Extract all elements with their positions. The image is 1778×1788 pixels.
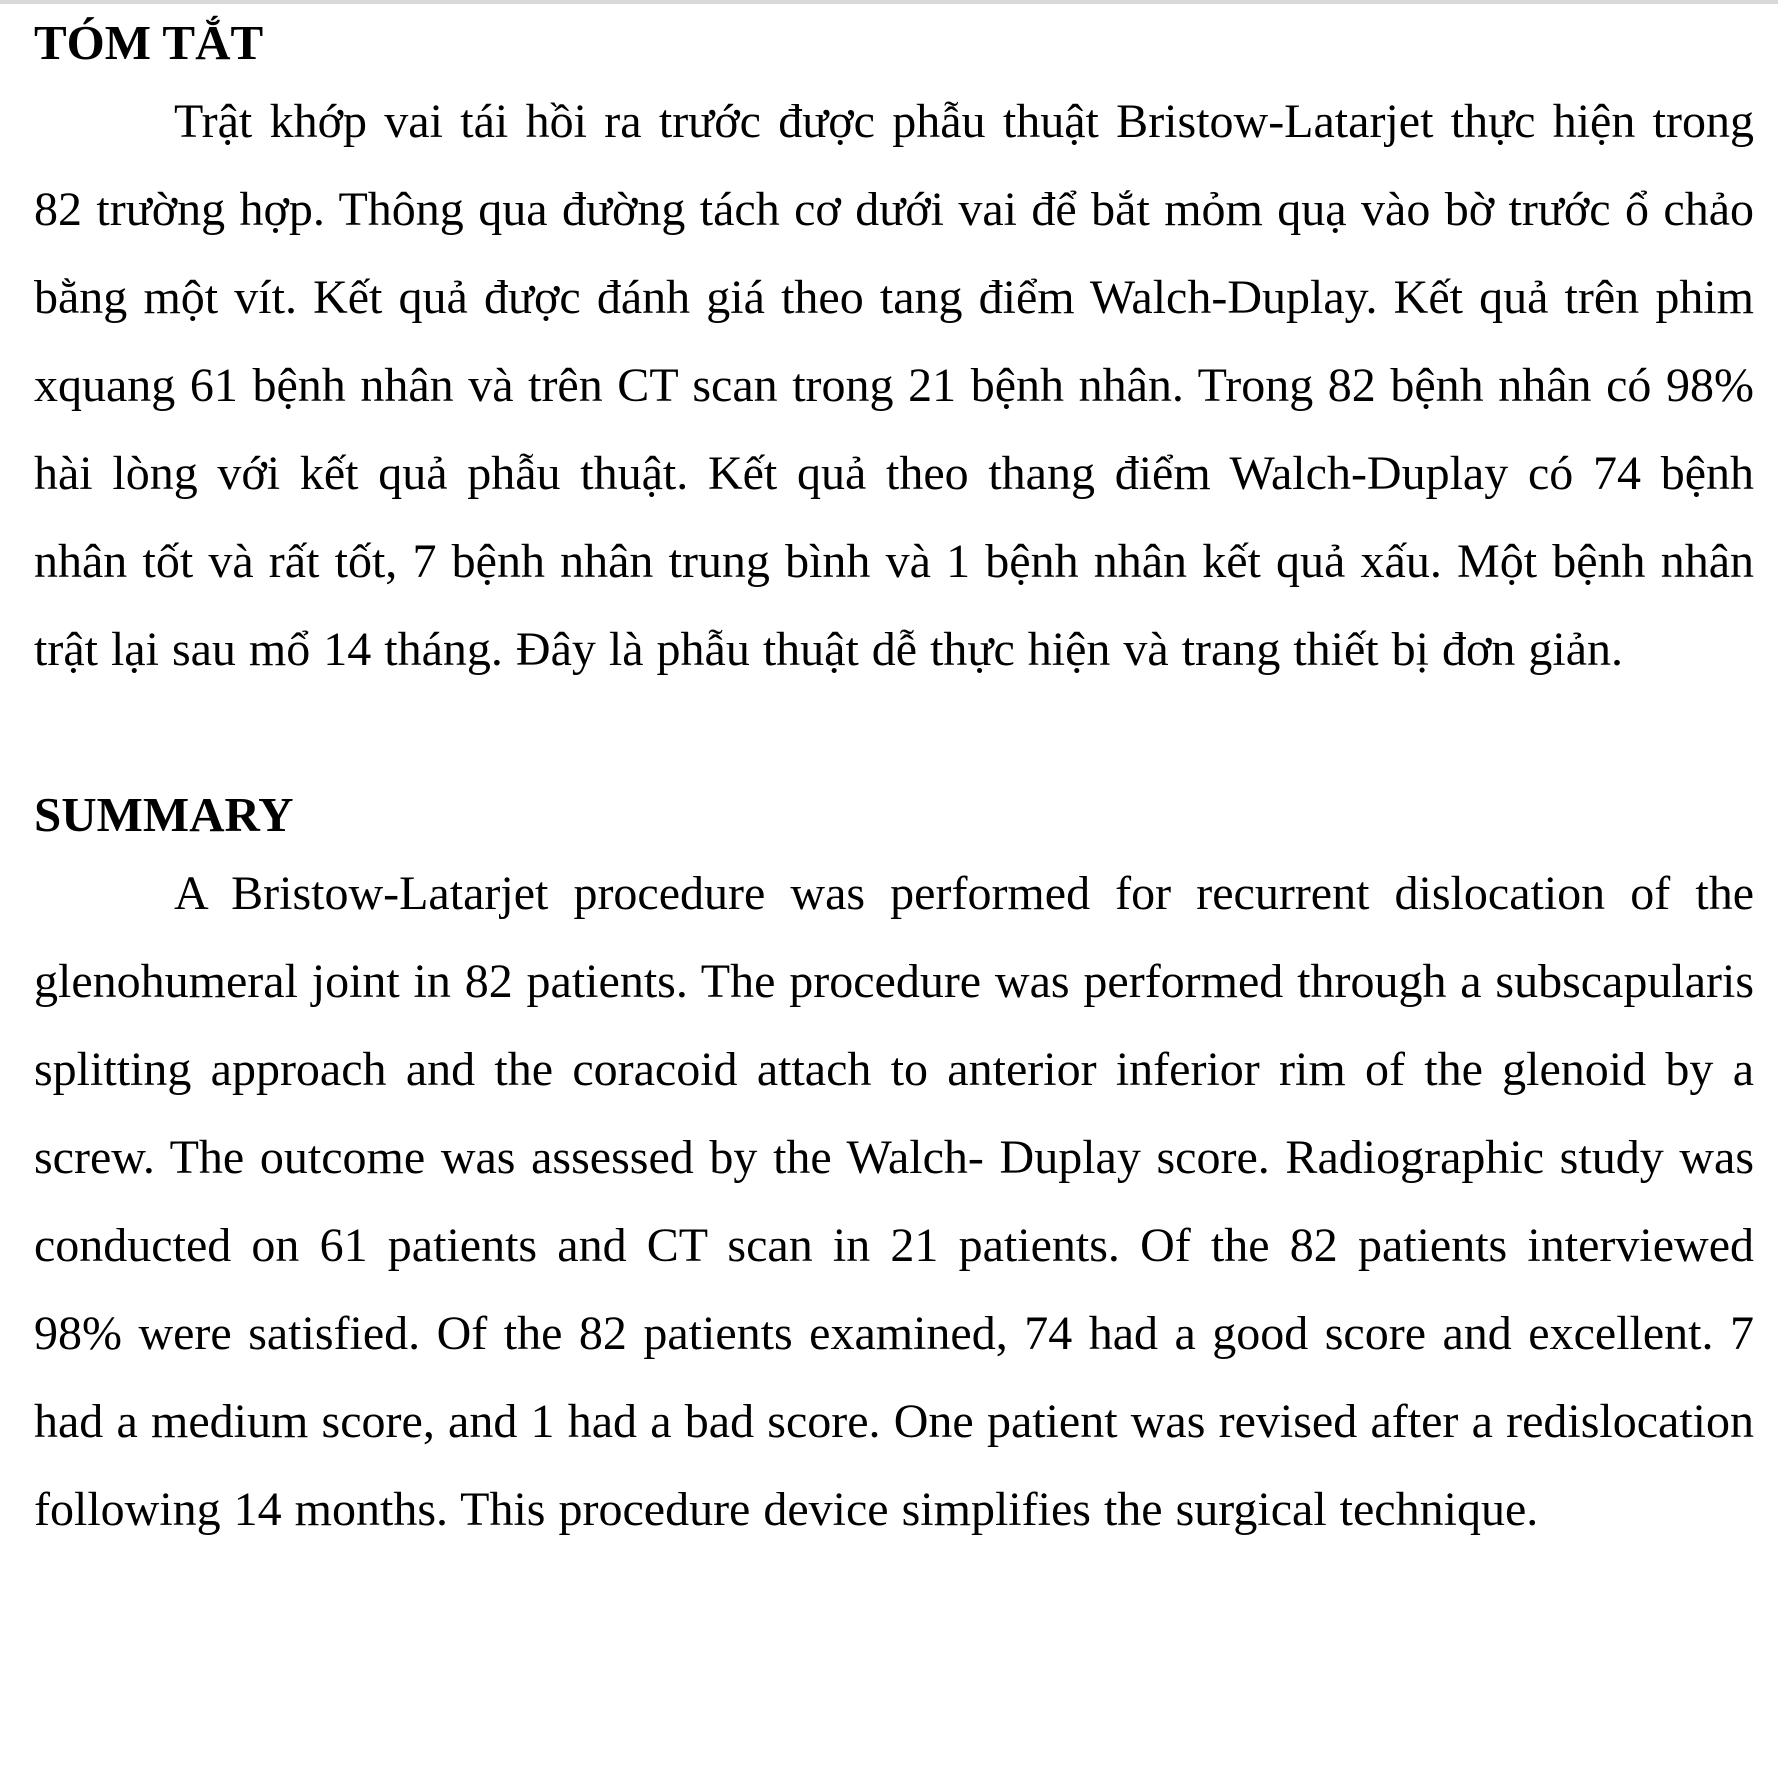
section-english-summary [34,780,1754,1554]
abstract-paragraph-vietnamese: Trật khớp vai tái hồi ra trước được phẫu thuật Bristow-Latarjet thực hiện trong 82 trường hợp. Thông qua đường tách cơ dưới vai để bắt mỏm quạ vào bờ trước ổ chảo bằng một vít. Kết quả được đánh giá theo tang điểm Walch-Duplay. Kết quả trên phim xquang 61 bệnh nhân và trên CT scan trong 21 bệnh nhân. Trong 82 bệnh nhân có 98% hài lòng với kết quả phẫu thuật. Kết quả theo thang điểm Walch-Duplay có 74 bệnh nhân tốt và rất tốt, 7 bệnh nhân trung bình và 1 bệnh nhân kết quả xấu. Một bệnh nhân trật lại sau mổ 14 tháng. Đây là phẫu thuật dễ thực hiện và trang thiết bị đơn giản. [34,95,1754,676]
section-heading-summary: SUMMARY [34,787,294,842]
document-page [34,8,1754,1554]
section-heading-tom-tat: TÓM TẮT [34,15,264,70]
summary-paragraph-english: A Bristow-Latarjet procedure was performed for recurrent dislocation of the glenohumeral joint in 82 patients. The procedure was performed through a subscapularis splitting approach and the coracoid attach to anterior inferior rim of the glenoid by a screw. The outcome was assessed by the Walch- Duplay score. Radiographic study was conducted on 61 patients and CT scan in 21 patients. Of the 82 patients interviewed 98% were satisfied. Of the 82 patients examined, 74 had a good score and excellent. 7 had a medium score, and 1 had a bad score. One patient was revised after a redislocation following 14 months. This procedure device simplifies the surgical technique. [34,867,1754,1536]
top-border-line [0,0,1778,4]
section-vietnamese-abstract [34,8,1754,694]
